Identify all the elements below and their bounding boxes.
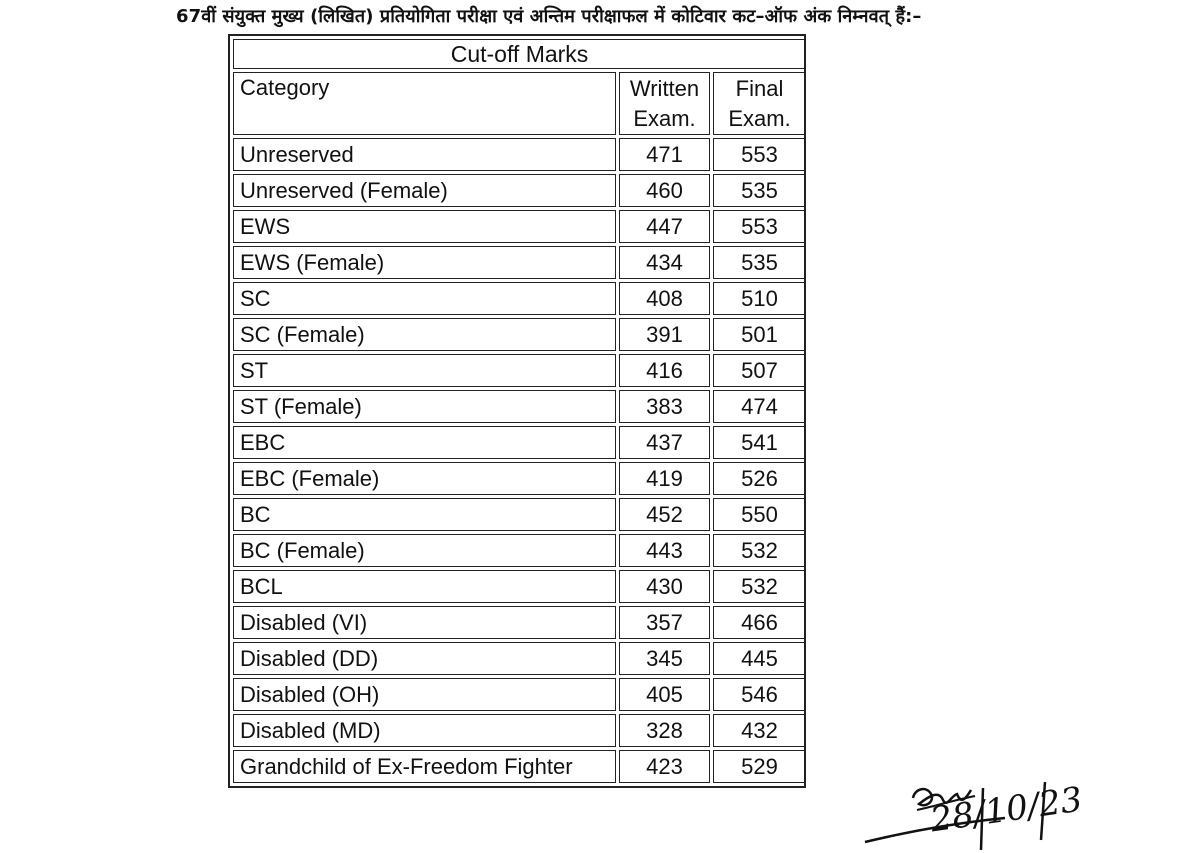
table-row <box>233 750 806 783</box>
table-row <box>233 534 806 567</box>
column-header-written-line2: Exam. <box>633 105 696 131</box>
table-row <box>233 354 806 387</box>
column-header-category: Category <box>233 72 616 135</box>
final-exam-cell: 474 <box>713 390 806 423</box>
category-cell: ST <box>233 354 616 387</box>
table-row <box>233 570 806 603</box>
cutoff-table <box>230 36 809 786</box>
table-row <box>233 714 806 747</box>
final-exam-cell: 541 <box>713 426 806 459</box>
table-header-row <box>233 72 806 135</box>
table-title-row <box>233 39 806 69</box>
category-cell: EBC (Female) <box>233 462 616 495</box>
table-row <box>233 462 806 495</box>
category-cell: Unreserved (Female) <box>233 174 616 207</box>
category-cell: Disabled (VI) <box>233 606 616 639</box>
final-exam-cell: 553 <box>713 138 806 171</box>
table-row <box>233 498 806 531</box>
written-exam-cell: 357 <box>619 606 710 639</box>
category-cell: Grandchild of Ex-Freedom Fighter <box>233 750 616 783</box>
written-exam-cell: 419 <box>619 462 710 495</box>
written-exam-cell: 408 <box>619 282 710 315</box>
final-exam-cell: 546 <box>713 678 806 711</box>
final-exam-cell: 550 <box>713 498 806 531</box>
final-exam-cell: 466 <box>713 606 806 639</box>
written-exam-cell: 423 <box>619 750 710 783</box>
table-row <box>233 210 806 243</box>
category-cell: Disabled (OH) <box>233 678 616 711</box>
final-exam-cell: 510 <box>713 282 806 315</box>
final-exam-cell: 432 <box>713 714 806 747</box>
final-exam-cell: 501 <box>713 318 806 351</box>
category-cell: EWS <box>233 210 616 243</box>
table-row <box>233 642 806 675</box>
table-row <box>233 246 806 279</box>
written-exam-cell: 391 <box>619 318 710 351</box>
written-exam-cell: 471 <box>619 138 710 171</box>
table-row <box>233 426 806 459</box>
written-exam-cell: 452 <box>619 498 710 531</box>
final-exam-cell: 445 <box>713 642 806 675</box>
column-header-final-line2: Exam. <box>728 105 791 131</box>
table-row <box>233 678 806 711</box>
document-heading: 67वीं संयुक्त मुख्य (लिखित) प्रतियोगिता परीक्षा एवं अन्तिम परीक्षाफल में कोटिवार कट–ऑफ अंक निम्नवत् हैं:– <box>176 6 922 27</box>
final-exam-cell: 507 <box>713 354 806 387</box>
final-exam-cell: 532 <box>713 534 806 567</box>
signature-date-text: 28/10/23 <box>927 779 1085 841</box>
category-cell: Disabled (DD) <box>233 642 616 675</box>
column-header-written <box>619 72 710 135</box>
written-exam-cell: 437 <box>619 426 710 459</box>
written-exam-cell: 383 <box>619 390 710 423</box>
cutoff-table-container <box>228 34 806 788</box>
written-exam-cell: 416 <box>619 354 710 387</box>
column-header-written-line1: Written <box>629 75 700 101</box>
column-header-final-line1: Final <box>735 75 784 101</box>
final-exam-cell: 529 <box>713 750 806 783</box>
table-row <box>233 318 806 351</box>
final-exam-cell: 535 <box>713 246 806 279</box>
table-body <box>233 138 806 783</box>
table-title: Cut-off Marks <box>233 39 806 69</box>
written-exam-cell: 430 <box>619 570 710 603</box>
written-exam-cell: 460 <box>619 174 710 207</box>
category-cell: Unreserved <box>233 138 616 171</box>
written-exam-cell: 405 <box>619 678 710 711</box>
written-exam-cell: 447 <box>619 210 710 243</box>
table-row <box>233 282 806 315</box>
category-cell: BC <box>233 498 616 531</box>
category-cell: EWS (Female) <box>233 246 616 279</box>
table-row <box>233 138 806 171</box>
category-cell: EBC <box>233 426 616 459</box>
written-exam-cell: 434 <box>619 246 710 279</box>
category-cell: ST (Female) <box>233 390 616 423</box>
table-row <box>233 390 806 423</box>
table-row <box>233 606 806 639</box>
final-exam-cell: 526 <box>713 462 806 495</box>
category-cell: SC (Female) <box>233 318 616 351</box>
written-exam-cell: 443 <box>619 534 710 567</box>
written-exam-cell: 328 <box>619 714 710 747</box>
category-cell: BCL <box>233 570 616 603</box>
category-cell: BC (Female) <box>233 534 616 567</box>
final-exam-cell: 535 <box>713 174 806 207</box>
category-cell: SC <box>233 282 616 315</box>
category-cell: Disabled (MD) <box>233 714 616 747</box>
final-exam-cell: 532 <box>713 570 806 603</box>
final-exam-cell: 553 <box>713 210 806 243</box>
written-exam-cell: 345 <box>619 642 710 675</box>
table-row <box>233 174 806 207</box>
column-header-final <box>713 72 806 135</box>
